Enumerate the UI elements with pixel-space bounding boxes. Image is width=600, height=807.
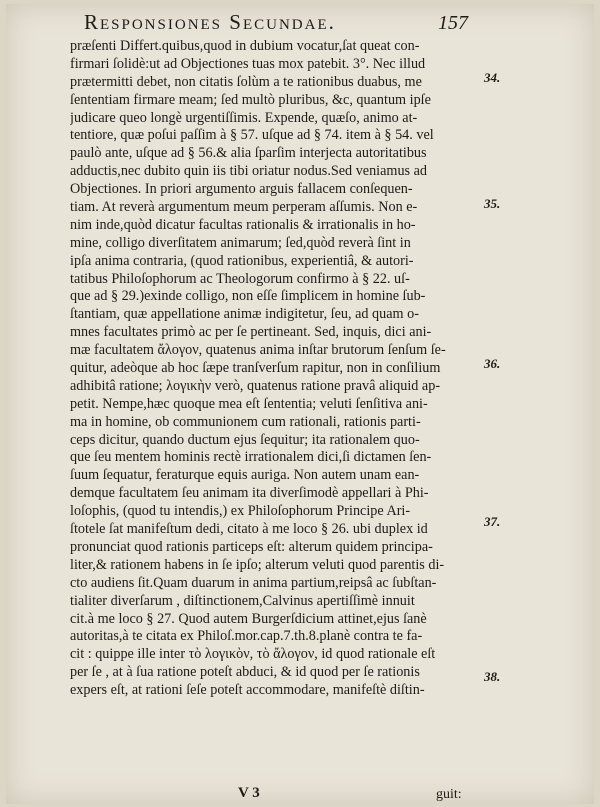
running-title: Responsiones Secundae. bbox=[84, 10, 336, 34]
text-line: tentiore, quæ poſui paſſim à § 57. uſque ad § 74. item à § 54. vel bbox=[70, 127, 434, 144]
text-line: ſtantiam, quæ appellatione animæ indigitetur, ſeu, ad quam o- bbox=[70, 306, 419, 323]
text-line: cit.à me loco § 27. Quod autem Burgerſdicium attinet,ejus ſanè bbox=[70, 610, 427, 627]
text-line: loſophis, (quod tu intendis,) ex Philoſophorum Principe Ari- bbox=[70, 503, 411, 520]
text-line: per ſe , at à ſua ratione poteſt abduci, & id quod per ſe rationis bbox=[70, 664, 420, 681]
text-line: nim inde,quòd dicatur facultas rationalis & irrationalis in ho- bbox=[70, 216, 416, 233]
page-number: 157 bbox=[438, 12, 468, 34]
text-line: tatibus Philoſophorum ac Theologorum confirmo à § 22. uſ- bbox=[70, 270, 410, 287]
text-line: que ſeu mentem hominis rectè irrationalem dici,ſi dictamen ſen- bbox=[70, 449, 432, 466]
text-line: paulò ante, uſque ad § 56.& alia ſparſim interjecta autoritatibus bbox=[70, 145, 427, 162]
text-line: liter,& rationem habens in ſe ipſo; alterum veluti quod parentis di- bbox=[70, 556, 445, 573]
catchword: guit: bbox=[436, 787, 462, 802]
margin-number: 34. bbox=[484, 70, 501, 85]
text-line: mæ facultatem ἄλογον, quatenus anima inſtar brutorum ſenſum ſe- bbox=[70, 342, 446, 359]
text-line: petit. Nempe,hæc quoque mea eſt ſententia; veluti ſenſitiva ani- bbox=[70, 395, 428, 412]
text-line: Objectiones. In priori argumento arguis fallacem conſequen- bbox=[70, 181, 413, 198]
signature-mark: V 3 bbox=[238, 785, 260, 801]
margin-number: 35. bbox=[484, 196, 501, 211]
text-line: cit : quippe ille inter τὸ λογικὸν, τὸ ἄλογον, id quod rationale eſt bbox=[70, 646, 436, 663]
text-line: tiam. At reverà argumentum meum perperam aſſumis. Non e- bbox=[70, 199, 418, 216]
text-line: firmari ſolidè:ut ad Objectiones tuas mox patebit. 3°. Nec illud bbox=[70, 55, 426, 72]
text-line: præſenti Differt.quibus,quod in dubium vocatur,ſat queat con- bbox=[70, 38, 420, 54]
text-line: tialiter diverſarum , diſtinctionem,Calvinus apertiſſimè innuit bbox=[70, 592, 415, 609]
text-line: expers eſt, at rationi ſeſe poteſt accommodare, manifeſtè diſtin- bbox=[70, 682, 425, 699]
text-line: mine, colligo diverſitatem animarum; ſed,quòd reverà ſint in bbox=[70, 234, 411, 251]
text-line: judicare queo longè urgentiſſimis. Expende, quæſo, animo at- bbox=[70, 109, 418, 126]
margin-number: 37. bbox=[484, 514, 501, 529]
margin-number: 36. bbox=[484, 356, 501, 371]
margin-number: 38. bbox=[484, 669, 501, 684]
text-line: mnes facultates primò ac per ſe pertineant. Sed, inquis, dici ani- bbox=[70, 324, 432, 341]
text-line: demque facultatem ſeu animam ita diverſimodè appellari à Phi- bbox=[70, 485, 429, 502]
body-text bbox=[70, 38, 482, 700]
text-line: ſententiam firmare meam; ſed multò pluribus, &c, quantum ipſe bbox=[70, 91, 431, 108]
text-line: que ad § 29.)exinde colligo, non eſſe ſimplicem in homine ſub- bbox=[70, 288, 426, 305]
text-line: ma in homine, ob communionem cum rationali, rationis parti- bbox=[70, 413, 421, 430]
text-line: quitur, adeòque ab hoc ſæpe tranſverſum rapitur, non in conſilium bbox=[70, 360, 441, 377]
text-line: prætermitti debet, non citatis ſolùm a te rationibus duabus, me bbox=[70, 73, 422, 90]
book-page bbox=[6, 4, 594, 804]
text-line: ipſa anima contraria, (quod rationibus, experientiâ, & autori- bbox=[70, 252, 414, 269]
text-line: pronunciat quod rationis particeps eſt: alterum quidem principa- bbox=[70, 538, 433, 555]
text-line: ceps dicitur, quando ductum ejus ſequitur; ita rationalem quo- bbox=[70, 431, 420, 448]
text-line: cto audiens ſit.Quam duarum in anima partium,reipsâ ac ſubſtan- bbox=[70, 574, 437, 591]
text-line: adhibitâ ratione; λογικὴν verò, quatenus ratione pravâ aliquid ap- bbox=[70, 377, 441, 394]
text-line: adductis,nec dubito quin iis tibi oriatur nodus.Sed veniamus ad bbox=[70, 163, 428, 180]
text-line: autoritas,à te citata ex Philoſ.mor.cap.7.th.8.planè contra te fa- bbox=[70, 628, 423, 645]
text-line: ſtotele ſat manifeſtum dedi, citato à me loco § 26. ubi duplex id bbox=[70, 521, 428, 538]
text-line: ſuum ſequatur, feraturque equis auriga. Non autem unam ean- bbox=[70, 467, 420, 484]
